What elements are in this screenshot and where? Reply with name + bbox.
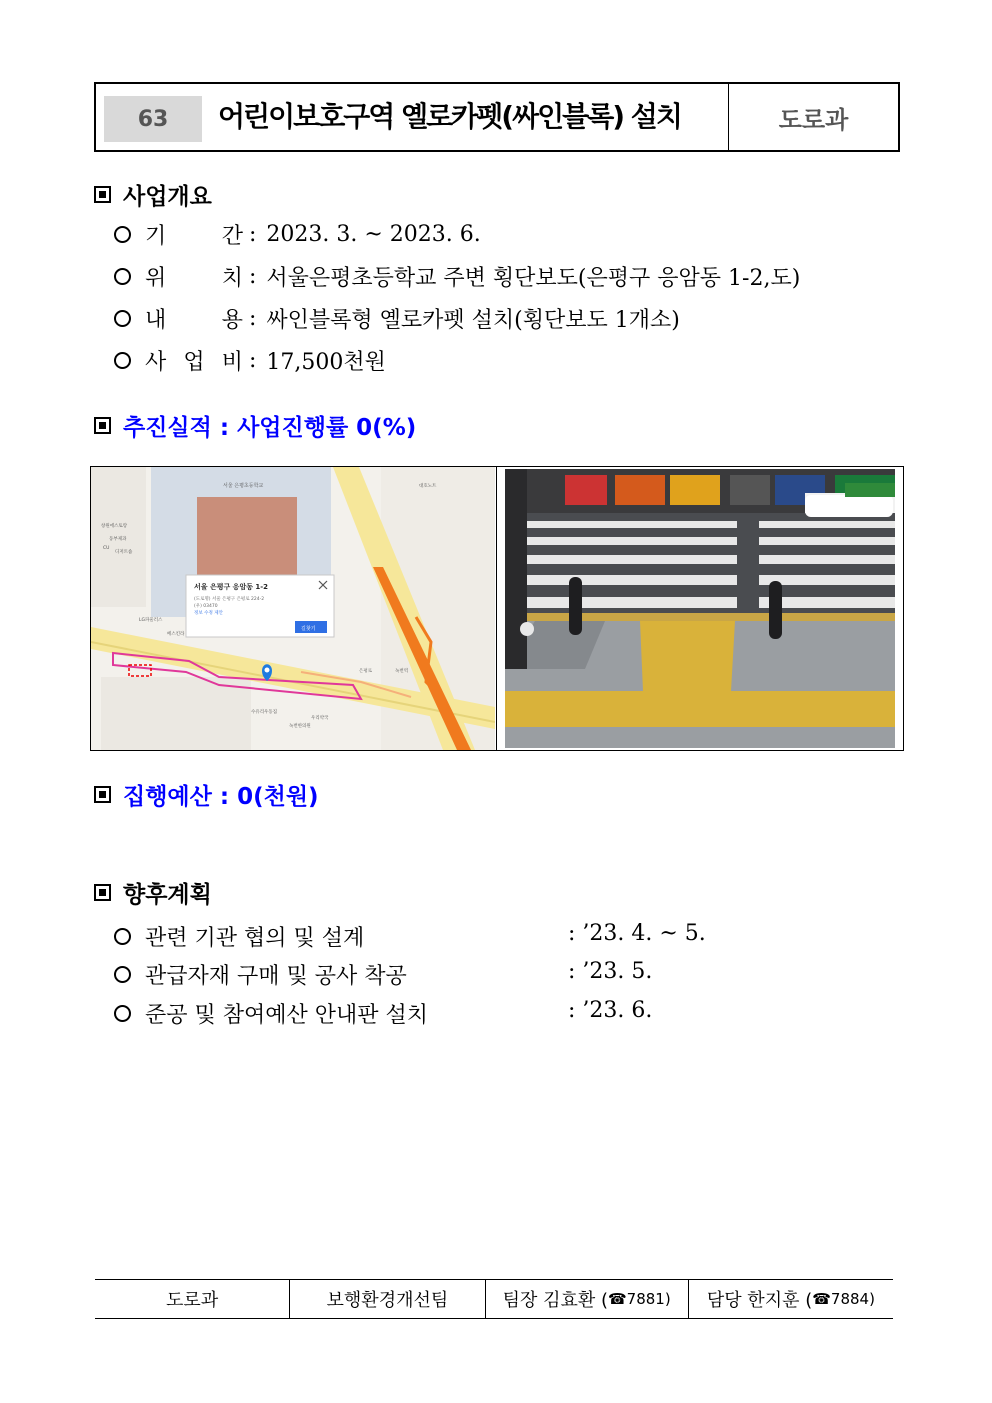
- map-label-poi: 녹번한의원: [289, 724, 311, 729]
- plan-item: [114, 959, 407, 990]
- footer-staff: 담당 한지훈 ( ☎7884): [706, 1290, 875, 1311]
- map-label-school: 서울 은평초등학교: [223, 483, 264, 489]
- photo-divider: [496, 467, 497, 750]
- location-map: [91, 467, 495, 750]
- map-label-poi: 베스킨라: [167, 632, 185, 637]
- plan-date: : ’23. 6.: [568, 998, 653, 1023]
- overview-location: 위 치 : 서울은평초등학교 주변 횡단보도(은평구 응암동 1-2,도): [114, 261, 800, 292]
- circle-bullet-icon: [114, 352, 131, 369]
- map-label-poi: 우리약국: [311, 716, 329, 721]
- overview-content: 내 용 : 싸인블록형 옐로카펫 설치(횡단보도 1개소): [114, 303, 680, 334]
- map-label-poi: CU: [103, 546, 110, 551]
- overview-budget: 사 업 비 : 17,500천원: [114, 345, 386, 376]
- map-popup-button[interactable]: 길찾기: [301, 626, 316, 632]
- overview-label: 사 업 비: [145, 350, 243, 375]
- progress-heading: 추진실적 : 사업진행률 0(%): [94, 409, 416, 442]
- map-popup-address: (도로명) 서울 은평구 은평로 224-2: [194, 597, 265, 602]
- overview-heading: 사업개요: [94, 178, 212, 211]
- map-label-poi: 대호노트: [419, 484, 437, 489]
- page-title: 어린이보호구역 옐로카펫(싸인블록) 설치: [218, 100, 681, 133]
- plan-task: 관급자재 구매 및 공사 착공: [145, 964, 407, 989]
- photo-panel: [90, 466, 904, 751]
- circle-bullet-icon: [114, 928, 131, 945]
- map-popup-zip: (우) 03470: [194, 604, 218, 609]
- plan-task: 관련 기관 협의 및 설계: [145, 926, 365, 951]
- map-popup-title: 서울 은평구 응암동 1-2: [194, 583, 269, 591]
- circle-bullet-icon: [114, 268, 131, 285]
- plan-item: [114, 921, 364, 952]
- document-header: [94, 82, 900, 152]
- plan-item: [114, 998, 428, 1029]
- plan-task: 준공 및 참여예산 안내판 설치: [145, 1003, 428, 1028]
- map-popup-link[interactable]: 정보 수정 제안: [194, 611, 223, 616]
- square-bullet-icon: [94, 786, 111, 803]
- crosswalk-photo: [505, 469, 895, 748]
- item-number: 63: [104, 96, 202, 142]
- phone-icon: ☎7881): [607, 1290, 671, 1308]
- map-label-poi: 창원에스토랑: [101, 524, 128, 529]
- circle-bullet-icon: [114, 966, 131, 983]
- map-label-poi: 디저트숍: [115, 550, 133, 555]
- overview-label: 위 치: [145, 266, 243, 291]
- footer-team: 보행환경개선팀: [290, 1280, 485, 1318]
- square-bullet-icon: [94, 186, 111, 203]
- budget-heading: 집행예산 : 0(천원): [94, 778, 319, 811]
- map-label-poi: 동부제과: [109, 537, 127, 542]
- overview-value: 싸인블록형 옐로카펫 설치(횡단보도 1개소): [266, 308, 680, 333]
- overview-value: 서울은평초등학교 주변 횡단보도(은평구 응암동 1-2,도): [266, 266, 801, 291]
- square-bullet-icon: [94, 417, 111, 434]
- phone-icon: ☎7884): [812, 1290, 875, 1308]
- square-bullet-icon: [94, 884, 111, 901]
- overview-period: 기 간 : 2023. 3. ~ 2023. 6.: [114, 219, 481, 250]
- overview-label: 내 용: [145, 308, 243, 333]
- overview-value: 2023. 3. ~ 2023. 6.: [266, 222, 481, 247]
- plan-date: : ’23. 4. ~ 5.: [568, 921, 706, 946]
- header-department: 도로과: [778, 105, 849, 134]
- circle-bullet-icon: [114, 310, 131, 327]
- footer-department: 도로과: [95, 1280, 290, 1318]
- plan-date: : ’23. 5.: [568, 959, 653, 984]
- overview-value: 17,500천원: [266, 350, 386, 375]
- circle-bullet-icon: [114, 226, 131, 243]
- circle-bullet-icon: [114, 1005, 131, 1022]
- map-label-poi: 수유리우동집: [251, 710, 278, 715]
- footer-contact: [95, 1279, 893, 1319]
- footer-team-leader: 팀장 김효환 ( ☎7881): [486, 1280, 689, 1318]
- plan-heading: 향후계획: [94, 876, 212, 909]
- map-label-poi: LG파울러스: [139, 618, 163, 623]
- map-label-station: 녹번역: [395, 669, 409, 674]
- overview-label: 기 간: [145, 224, 243, 249]
- map-label-road: 은평로: [359, 669, 373, 674]
